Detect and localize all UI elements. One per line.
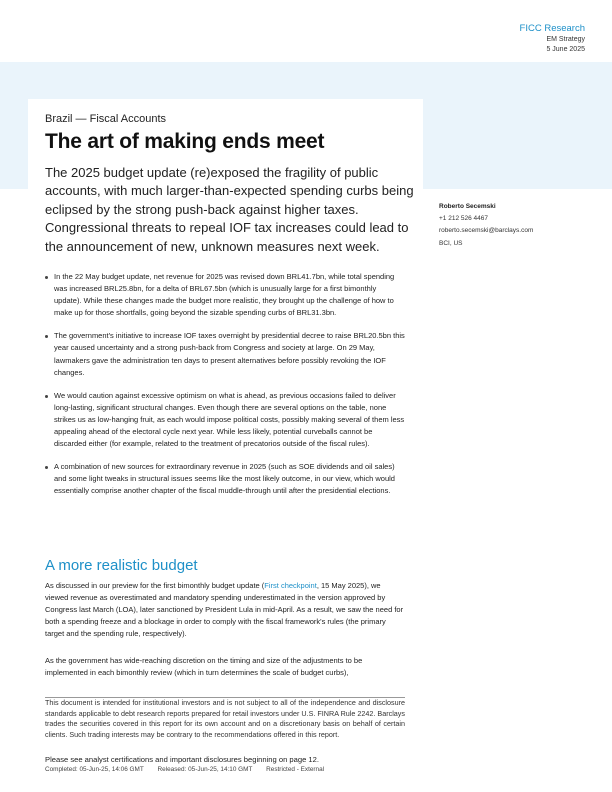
- released-time: Released: 05-Jun-25, 14:10 GMT: [157, 766, 253, 773]
- disclosures-note: Please see analyst certifications and important disclosures beginning on page 12.: [45, 755, 319, 764]
- author-email[interactable]: roberto.secemski@barclays.com: [439, 227, 534, 235]
- report-subtitle: The 2025 budget update (re)exposed the fragility of public accounts, with much larger-than-expected spending curbs being eclipsed by the strong push-back against higher taxes. Congressional threats to repeal IOF tax increases could lead to the announcement of new, unknown measures next week.: [45, 165, 414, 254]
- disclaimer-box: [45, 697, 405, 740]
- author-phone: +1 212 526 4467: [439, 215, 488, 223]
- author-entity: BCI, US: [439, 239, 463, 247]
- body-paragraph: [45, 580, 405, 640]
- author-name: Roberto Secemski: [439, 203, 496, 210]
- bullet-icon: [45, 335, 48, 338]
- bullet-icon: [45, 276, 48, 279]
- key-points-list: [45, 271, 405, 509]
- paragraph-text: As discussed in our preview for the first bimonthly budget update (: [45, 581, 265, 590]
- first-checkpoint-link[interactable]: First checkpoint: [264, 581, 317, 590]
- key-point: [45, 390, 405, 450]
- key-point: [45, 461, 405, 497]
- section-heading: A more realistic budget: [45, 557, 198, 574]
- key-point-text: In the 22 May budget update, net revenue for 2025 was revised down BRL41.7bn, while total spending was increased BRL25.8bn, for a delta of BRL67.5bn (which is unusually large for a first bimonthly update). While these changes made the budget more realistic, they brought up the challenge of how to make up for those shortfalls, going beyond the sizable spending curbs of BRL31.3bn.: [54, 272, 395, 318]
- classification-label: Restricted - External: [266, 766, 325, 773]
- page-footer: [45, 766, 336, 773]
- research-section: EM Strategy: [546, 36, 585, 43]
- report-kicker: Brazil — Fiscal Accounts: [45, 113, 167, 125]
- bullet-icon: [45, 466, 48, 469]
- research-unit: FICC Research: [519, 23, 585, 34]
- report-header: [520, 23, 585, 55]
- key-point-text: A combination of new sources for extraordinary revenue in 2025 (such as SOE dividends and oil sales) and some light tweaks in structural issues seems like the most likely outcome, in our view, which would essentially comprise another chapter of the fiscal muddle-through until after the presidential elections.: [54, 462, 395, 496]
- key-point: [45, 271, 405, 319]
- report-date: 5 June 2025: [546, 46, 585, 53]
- author-block: [439, 201, 533, 250]
- disclaimer-text: This document is intended for institutional investors and is not subject to all of the independence and disclosure standards applicable to debt research reports prepared for retail investors under U.S. FINRA Rule 2242. Barclays trades the securities covered in this report for its own account and on a discretionary basis on behalf of certain clients. Such trading interests may be contrary to the recommendations offered in this report.: [45, 698, 405, 739]
- key-point: [45, 330, 405, 378]
- key-point-text: The government's initiative to increase IOF taxes overnight by presidential decree to raise BRL20.5bn this year caused uncertainty and a strong push-back from Congress and society at large. On 29 May, lawmakers gave the administration ten days to present alternatives before possibly revoking the IOF changes.: [54, 331, 405, 377]
- body-paragraph: As the government has wide-reaching discretion on the timing and size of the adjustments to be implemented in each bimonthly review (which in turn determines the scale of budget curbs),: [45, 656, 363, 678]
- report-title: The art of making ends meet: [45, 130, 325, 153]
- key-point-text: We would caution against excessive optimism on what is ahead, as previous occasions failed to deliver long-lasting, significant structural changes. Even though there are several options on the table, none strikes us as low-hanging fruit, as each would impose political costs, possibly making several of them less appealing ahead of the electoral cycle next year. While less likely, potential curveballs cannot be discarded either (for example, related to the treatment of precatorios outside of the fiscal rules).: [54, 390, 405, 449]
- completed-time: Completed: 05-Jun-25, 14:06 GMT: [45, 766, 144, 773]
- paragraph-text: , 15 May 2025), we viewed revenue as overestimated and mandatory spending underestimated in the version approved by Congress last March (LOA), later sanctioned by President Lula in mid-April. As a result, we saw the need for both a spending freeze and a blockage in order to comply with the fiscal framework's rules (the primary target and the spending rule, respectively).: [45, 581, 404, 639]
- bullet-icon: [45, 395, 48, 398]
